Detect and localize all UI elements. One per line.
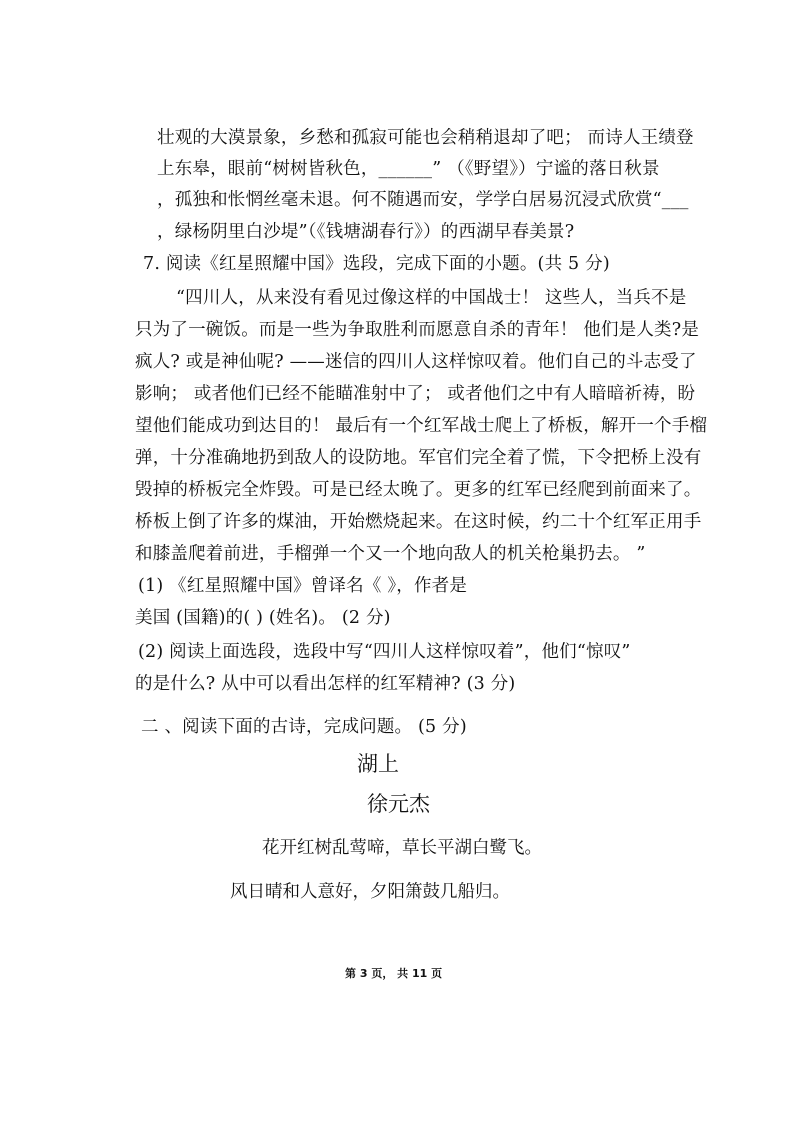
- poem-author: 徐元杰: [367, 792, 430, 816]
- intro-line-1: 壮观的大漠景象，乡愁和孤寂可能也会稍稍退却了吧； 而诗人王绩登: [157, 128, 694, 148]
- passage-line-6: 弹，十分准确地扔到敌人的设防地。军官们完全着了慌，下令把桥上没有: [135, 448, 702, 468]
- sub-question-2-line-1: (2) 阅读上面选段，选段中写“四川人这样惊叹着”，他们“惊叹”: [138, 642, 631, 662]
- page-footer: 第 3 页， 共 11 页: [345, 967, 443, 980]
- passage-line-1: “四川人，从来没有看见过像这样的中国战士！ 这些人，当兵不是: [176, 288, 687, 308]
- passage-line-2: 只为了一碗饭。而是一些为争取胜利而愿意自杀的青年！ 他们是人类?是: [135, 320, 700, 340]
- intro-line-4: ，绿杨阴里白沙堤”（《钱塘湖春行》）的西湖早春美景?: [157, 222, 575, 242]
- passage-line-7: 毁掉的桥板完全炸毁。可是已经太晚了。更多的红军已经爬到前面来了。: [135, 480, 702, 500]
- poem-line-2: 风日晴和人意好，夕阳箫鼓几船归。: [230, 882, 510, 902]
- passage-line-9: 和膝盖爬着前进，手榴弹一个又一个地向敌人的机关枪巢扔去。 ”: [135, 544, 646, 564]
- intro-line-2: 上东皋，眼前“树树皆秋色，______” （《野望》）宁谧的落日秋景: [157, 159, 660, 179]
- poem-title: 湖上: [357, 752, 399, 776]
- section-2-heading: 二 、阅读下面的古诗，完成问题。 (5 分): [141, 717, 467, 737]
- passage-line-8: 桥板上倒了许多的煤油，开始燃烧起来。在这时候，约二十个红军正用手: [135, 512, 702, 532]
- question-7-heading: 7. 阅读《红星照耀中国》选段，完成下面的小题。(共 5 分): [143, 254, 610, 274]
- passage-line-3: 疯人? 或是神仙呢? ——迷信的四川人这样惊叹着。他们自己的斗志受了: [135, 352, 697, 372]
- intro-line-3: ，孤独和怅惘丝毫未退。何不随遇而安，学学白居易沉浸式欣赏“___: [157, 190, 689, 210]
- passage-line-5: 望他们能成功到达目的！ 最后有一个红军战士爬上了桥板，解开一个手榴: [135, 416, 708, 436]
- sub-question-1-line-2: 美国 (国籍)的( ) (姓名)。 (2 分): [135, 608, 391, 628]
- sub-question-1-line-1: (1) 《红星照耀中国》曾译名《 》，作者是: [138, 576, 468, 596]
- passage-line-4: 影响； 或者他们已经不能瞄准射中了； 或者他们之中有人暗暗祈祷，盼: [135, 384, 696, 404]
- poem-line-1: 花开红树乱莺啼，草长平湖白鹭飞。: [262, 838, 542, 858]
- sub-question-2-line-2: 的是什么? 从中可以看出怎样的红军精神? (3 分): [135, 674, 516, 694]
